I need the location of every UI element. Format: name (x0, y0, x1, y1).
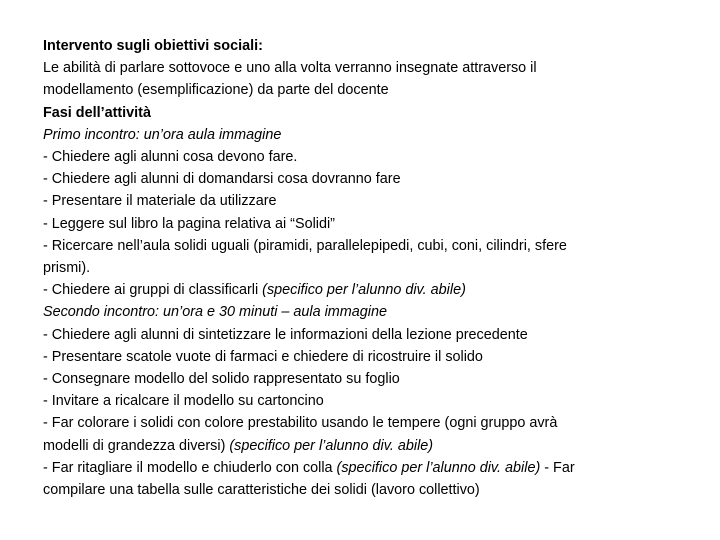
section-heading-activity-phases: Fasi dell’attività (43, 104, 151, 121)
first-meeting-heading: Primo incontro: un’ora aula immagine (43, 126, 282, 143)
list-item: - Chiedere agli alunni di domandarsi cosa dovranno fare (43, 171, 401, 188)
list-item-continuation: compilare una tabella sulle caratteristiche dei solidi (lavoro collettivo) (43, 482, 480, 499)
list-item: - Consegnare modello del solido rappresentato su foglio (43, 371, 400, 388)
document-body (43, 35, 683, 501)
list-item (43, 279, 683, 301)
list-item: - Leggere sul libro la pagina relativa ai “Solidi” (43, 215, 335, 232)
paragraph-line: modellamento (esemplificazione) da parte del docente (43, 82, 389, 99)
list-item-text: - Far (540, 459, 575, 476)
list-item: - Invitare a ricalcare il modello su cartoncino (43, 393, 324, 410)
list-item: - Far colorare i solidi con colore prestabilito usando le tempere (ogni gruppo avrà (43, 415, 558, 432)
list-item (43, 457, 683, 479)
list-item-text: - Chiedere ai gruppi di classificarli (43, 282, 263, 299)
special-needs-note: (specifico per l’alunno div. abile) (229, 437, 434, 454)
second-meeting-heading: Secondo incontro: un’ora e 30 minuti – aula immagine (43, 304, 387, 321)
special-needs-note: (specifico per l’alunno div. abile) (336, 459, 541, 476)
list-item-continuation: prismi). (43, 260, 91, 277)
list-item-text: - Far ritagliare il modello e chiuderlo con colla (43, 459, 337, 476)
section-heading-social-objectives: Intervento sugli obiettivi sociali: (43, 38, 263, 54)
paragraph-line: Le abilità di parlare sottovoce e uno alla volta verranno insegnate attraverso il (43, 60, 537, 77)
list-item-text: modelli di grandezza diversi) (43, 437, 230, 454)
special-needs-note: (specifico per l’alunno div. abile) (262, 282, 466, 299)
list-item: - Presentare scatole vuote di farmaci e chiedere di ricostruire il solido (43, 348, 483, 365)
list-item: - Presentare il materiale da utilizzare (43, 193, 277, 210)
list-item-continuation (43, 435, 683, 457)
list-item: - Chiedere agli alunni cosa devono fare. (43, 149, 298, 166)
list-item: - Ricercare nell’aula solidi uguali (piramidi, parallelepipedi, cubi, coni, cilindri, sfere (43, 237, 567, 254)
list-item: - Chiedere agli alunni di sintetizzare le informazioni della lezione precedente (43, 326, 528, 343)
